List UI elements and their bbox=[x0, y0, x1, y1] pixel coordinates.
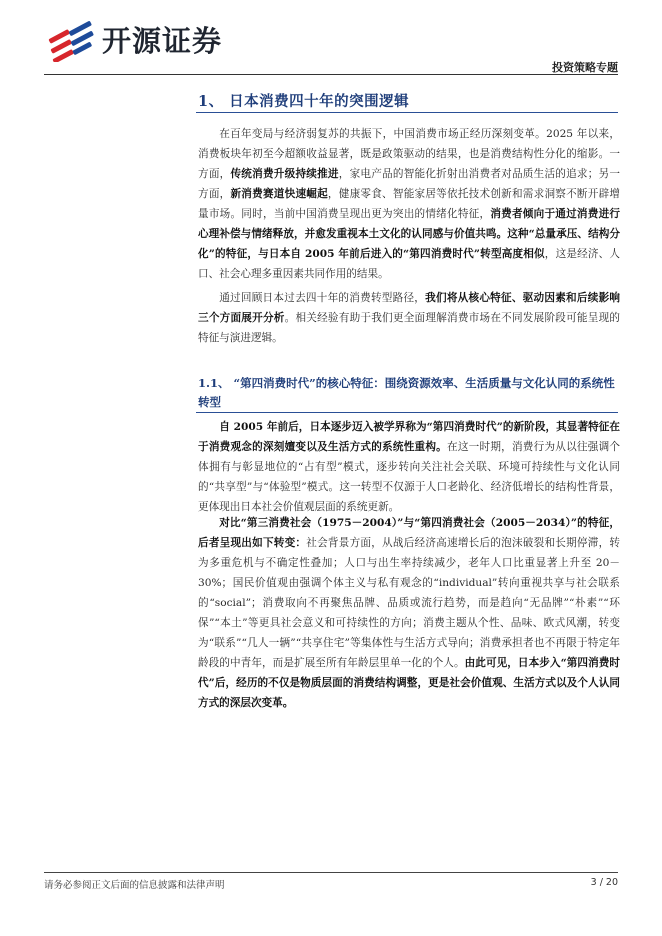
bold-text-run: 我们将从核心特征、驱动因素和后续影响三个方面展开分析 bbox=[198, 292, 621, 324]
bold-text-run: 自 2005 年前后，日本逐步迈入被学界称为“第四消费时代”的新阶段，其显著特征在于消费观念的深刻嬗变以及生活方式的系统性重构。 bbox=[198, 421, 620, 453]
company-logo bbox=[48, 16, 258, 62]
logo-mark-icon bbox=[48, 16, 96, 62]
footer-disclaimer: 请务必参阅正文后面的信息披露和法律声明 bbox=[44, 880, 225, 891]
text-run: ，家电产品的智能化折射出消费者对品质生活的追求；另一方面， bbox=[198, 168, 621, 200]
bold-text-run: 由此可见，日本步入“第四消费时代”后，经历的不仅是物质层面的消费结构调整，更是社会价值观、生活方式以及个人认同方式的深层次变革。 bbox=[198, 657, 621, 709]
text-run: 社会背景方面，从战后经济高速增长后的泡沫破裂和长期停滞，转为多重危机与不确定性叠加；人口与出生率持续减少，老年人口比重显著上升至 20－30%；国民价值观由强调个体主义与私有观念的“individual”转向重视共享与社会联系的“social”；消费取向不再聚焦品牌、品质或流行趋势，而是趋向“无品牌”“朴素”“环保”“本土”等更具社会意义和可持续性的方向；消费主题从个性、品味、欧式风潮，转变为“联系”“几人一辆”“共享住宅”等集体性与生活方式导向；消费承担者也不再限于特定年龄段的中青年，而是扩展至所有年龄层里单一化的个人。 bbox=[198, 537, 620, 669]
text-run: 通过回顾日本过去四十年的消费转型路径， bbox=[219, 292, 426, 304]
page-number: 3 / 20 bbox=[590, 877, 618, 888]
section-title-underline bbox=[196, 112, 618, 113]
footer-divider bbox=[44, 872, 618, 873]
text-run: ，健康零食、智能家居等依托技术创新和需求洞察不断开辟增量市场。同时，当前中国消费呈现出更为突出的情绪化特征， bbox=[198, 188, 621, 220]
header-divider bbox=[44, 74, 618, 75]
bold-text-run: 传统消费升级持续推进 bbox=[230, 168, 339, 180]
text-run: 在这一时期，消费行为从以往强调个体拥有与彰显地位的“占有型”模式，逐步转向关注社会关联、环境可持续性与文化认同的“共享型”与“体验型”模式。这一转型不仅源于人口老龄化、经济低增长的结构性背景，更体现出日本社会价值观层面的系统更新。 bbox=[198, 441, 621, 513]
bold-text-run: 新消费赛道快速崛起 bbox=[230, 188, 328, 200]
paragraph-core-feature bbox=[198, 417, 620, 517]
text-run: 。相关经验有助于我们更全面理解消费市场在不同发展阶段可能呈现的特征与演进逻辑。 bbox=[198, 312, 621, 344]
brand-name: 开源证券 bbox=[102, 24, 223, 58]
bold-text-run: 消费者倾向于通过消费进行心理补偿与情绪释放，并愈发重视本土文化的认同感与价值共鸣。这种“总量承压、结构分化”的特征，与日本自 2005 年前后进入的“第四消费时代”转型高度相似 bbox=[198, 208, 620, 260]
text-run: 在百年变局与经济弱复苏的共振下，中国消费市场正经历深刻变革。2025 年以来，消费板块年初至今超额收益显著，既是政策驱动的结果，也是消费结构性分化的缩影。一方面， bbox=[198, 128, 620, 180]
paragraph-intro bbox=[198, 124, 620, 284]
subsection-title: 1.1、 “第四消费时代”的核心特征：围绕资源效率、生活质量与文化认同的系统性转型 bbox=[198, 376, 615, 409]
text-run: ，这是经济、人口、社会心理多重因素共同作用的结果。 bbox=[198, 248, 621, 280]
section-title: 1、 日本消费四十年的突围逻辑 bbox=[198, 93, 410, 110]
paragraph-comparison bbox=[198, 513, 620, 713]
bold-text-run: 对比“第三消费社会（1975－2004）”与“第四消费社会（2005－2034）”的特征，后者呈现出如下转变： bbox=[198, 517, 620, 549]
report-type-label: 投资策略专题 bbox=[552, 61, 618, 74]
subsection-title-underline bbox=[196, 412, 618, 413]
paragraph-outline bbox=[198, 288, 620, 348]
